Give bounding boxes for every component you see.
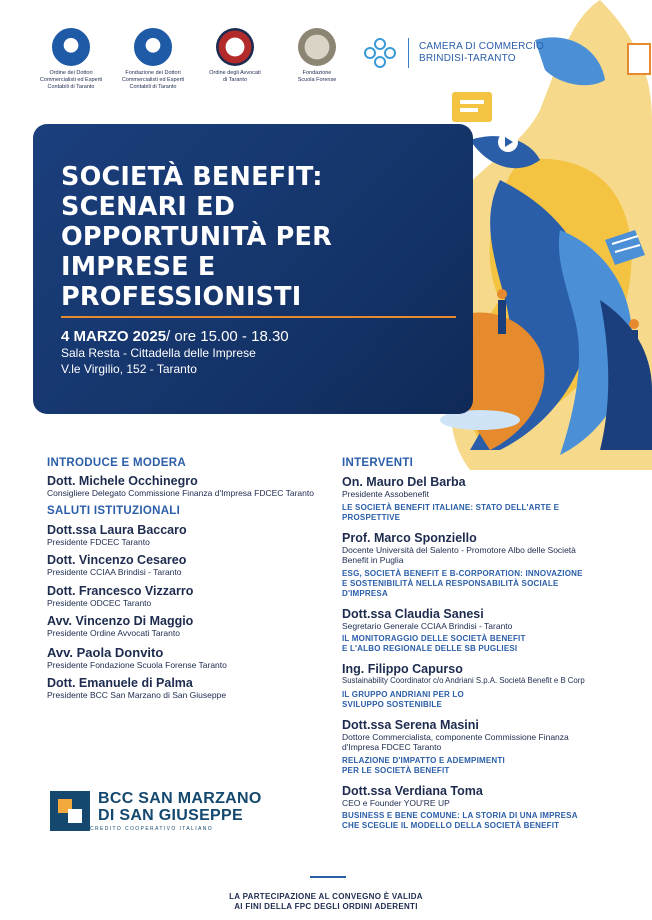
footer-note bbox=[0, 892, 652, 912]
speaker-topic: E SOSTENIBILITÀ NELLA RESPONSABILITÀ SOCIALE bbox=[342, 578, 559, 588]
footer-line2: AI FINI DELLA FPC DEGLI ORDINI ADERENTI bbox=[234, 902, 418, 911]
saluti-role: Presidente Fondazione Scuola Forense Taranto bbox=[47, 659, 227, 670]
camera-commercio-icon bbox=[362, 36, 398, 70]
camera-line1: CAMERA DI COMMERCIO bbox=[419, 41, 544, 52]
fdcec-seal-icon bbox=[134, 28, 172, 66]
interventi-heading: INTERVENTI bbox=[342, 457, 414, 469]
right-column bbox=[342, 457, 632, 831]
speaker-name: Ing. Filippo Capurso bbox=[342, 662, 463, 676]
saluti-item bbox=[47, 614, 317, 639]
logo-caption: Commercialisti ed Esperti bbox=[121, 77, 185, 83]
speaker-name: Dott.ssa Claudia Sanesi bbox=[342, 606, 484, 621]
speaker-item bbox=[342, 718, 632, 776]
logo-scuola-forense bbox=[282, 28, 352, 84]
bcc-name-line2: DI SAN GIUSEPPE bbox=[98, 807, 243, 824]
saluti-name: Dott. Francesco Vizzarro bbox=[47, 583, 194, 598]
hero-banner bbox=[33, 124, 473, 414]
speaker-role: Presidente Assobenefit bbox=[342, 489, 429, 499]
footer-rule bbox=[310, 876, 346, 878]
saluti-role: Presidente ODCEC Taranto bbox=[47, 597, 152, 608]
saluti-item bbox=[47, 523, 317, 548]
scuola-forense-seal-icon bbox=[298, 28, 336, 66]
odcec-seal-icon bbox=[52, 28, 90, 66]
bcc-name-line1: BCC SAN MARZANO bbox=[98, 790, 262, 807]
camera-line2: BRINDISI-TARANTO bbox=[419, 53, 516, 64]
saluti-role: Presidente Ordine Avvocati Taranto bbox=[47, 628, 180, 638]
event-time: / ore 15.00 - 18.30 bbox=[166, 328, 289, 345]
speaker-topic: ESG, SOCIETÀ BENEFIT E B-CORPORATION: INNOVAZIONE bbox=[342, 568, 583, 578]
speaker-item bbox=[342, 475, 632, 523]
speaker-item bbox=[342, 784, 632, 832]
logo-caption: Contabili di Taranto bbox=[129, 84, 177, 90]
logo-caption: Fondazione dei Dottori bbox=[125, 70, 181, 76]
event-date: 4 MARZO 2025 bbox=[61, 328, 167, 345]
speaker-topic: IL GRUPPO ANDRIANI PER LO bbox=[342, 689, 464, 699]
logo-caption: Contabili di Taranto bbox=[47, 84, 95, 90]
speaker-name: Dott.ssa Serena Masini bbox=[342, 717, 479, 732]
speaker-item bbox=[342, 531, 632, 599]
event-venue: Sala Resta - Cittadella delle Imprese bbox=[61, 346, 256, 360]
speaker-role: d'Impresa FDCEC Taranto bbox=[342, 742, 442, 752]
moderator bbox=[47, 474, 317, 499]
saluti-name: Dott. Emanuele di Palma bbox=[47, 676, 193, 690]
logo-caption: Ordine degli Avvocati bbox=[209, 70, 261, 76]
camera-commercio-logo bbox=[362, 36, 544, 70]
speaker-topic: RELAZIONE D'IMPATTO E ADEMPIMENTI bbox=[342, 755, 505, 765]
saluti-name: Avv. Paola Donvito bbox=[47, 644, 164, 660]
partner-logos bbox=[36, 28, 352, 91]
bcc-subtitle: CREDITO COOPERATIVO ITALIANO bbox=[90, 826, 214, 832]
event-title: SOCIETÀ BENEFIT: SCENARI ED OPPORTUNITÀ PER IMPRESE E PROFESSIONISTI bbox=[61, 162, 332, 312]
saluti-name: Dott.ssa Laura Baccaro bbox=[47, 522, 187, 537]
saluti-item bbox=[47, 645, 317, 671]
moderator-name: Dott. Michele Occhinegro bbox=[47, 474, 198, 488]
saluti-item bbox=[47, 553, 317, 578]
footer-line1: LA PARTECIPAZIONE AL CONVEGNO È VALIDA bbox=[229, 892, 423, 901]
speaker-role: Benefit in Puglia bbox=[342, 555, 404, 565]
saluti-item bbox=[47, 584, 317, 609]
speaker-role: Sustainability Coordinator c/o Andriani S.p.A. Società Benefit e B Corp bbox=[342, 676, 585, 685]
camera-divider bbox=[408, 38, 409, 68]
speaker-topic: D'IMPRESA bbox=[342, 588, 388, 598]
logo-caption: di Taranto bbox=[222, 77, 248, 83]
speaker-topic: PROSPETTIVE bbox=[342, 512, 401, 522]
speaker-role: CEO e Founder YOU'RE UP bbox=[342, 797, 450, 808]
saluti-role: Presidente CCIAA Brindisi - Taranto bbox=[47, 567, 182, 577]
saluti-name: Dott. Vincenzo Cesareo bbox=[47, 553, 187, 567]
speaker-role: Dottore Commercialista, componente Commissione Finanza bbox=[342, 731, 569, 742]
bcc-sponsor-logo bbox=[50, 790, 262, 832]
speaker-topic: LE SOCIETÀ BENEFIT ITALIANE: STATO DELL'ARTE E bbox=[342, 502, 560, 512]
speaker-name: Dott.ssa Verdiana Toma bbox=[342, 783, 483, 798]
avvocati-seal-icon bbox=[216, 28, 254, 66]
logo-fdcec bbox=[118, 28, 188, 91]
moderator-role: Consigliere Delegato Commissione Finanza d'Impresa FDCEC Taranto bbox=[47, 488, 314, 498]
speaker-role: Segretario Generale CCIAA Brindisi - Taranto bbox=[342, 620, 513, 631]
speaker-topic: PER LE SOCIETÀ BENEFIT bbox=[342, 765, 450, 775]
logo-caption: Commercialisti ed Esperti bbox=[39, 77, 103, 83]
speaker-topic: IL MONITORAGGIO DELLE SOCIETÀ BENEFIT bbox=[342, 634, 526, 643]
saluti-heading: SALUTI ISTITUZIONALI bbox=[47, 504, 181, 517]
saluti-role: Presidente FDCEC Taranto bbox=[47, 536, 150, 547]
title-rule bbox=[61, 316, 456, 318]
event-address: V.le Virgilio, 152 - Taranto bbox=[61, 362, 197, 376]
logo-avvocati bbox=[200, 28, 270, 84]
introduce-heading: INTRODUCE E MODERA bbox=[47, 457, 186, 469]
speaker-item bbox=[342, 662, 632, 710]
speaker-item bbox=[342, 607, 632, 655]
logo-caption: Fondazione bbox=[302, 70, 332, 76]
left-column bbox=[47, 457, 317, 701]
saluti-name: Avv. Vincenzo Di Maggio bbox=[47, 614, 194, 628]
logo-caption: Ordine dei Dottori bbox=[49, 70, 93, 76]
saluti-role: Presidente BCC San Marzano di San Giuseppe bbox=[47, 690, 227, 700]
logo-caption: Scuola Forense bbox=[297, 77, 337, 83]
speaker-topic: E L'ALBO REGIONALE DELLE SB PUGLIESI bbox=[342, 644, 518, 653]
speaker-role: Docente Università del Salento - Promotore Albo delle Società bbox=[342, 544, 576, 555]
bcc-mark-icon bbox=[50, 791, 90, 831]
speaker-topic: BUSINESS E BENE COMUNE: LA STORIA DI UNA IMPRESA bbox=[342, 811, 578, 820]
saluti-item bbox=[47, 676, 317, 701]
speaker-topic: SVILUPPO SOSTENIBILE bbox=[342, 699, 443, 709]
speaker-topic: CHE SCEGLIE IL MODELLO DELLA SOCIETÀ BENEFIT bbox=[342, 821, 560, 830]
speaker-name: On. Mauro Del Barba bbox=[342, 475, 466, 489]
speaker-name: Prof. Marco Sponziello bbox=[342, 530, 477, 545]
logo-odcec bbox=[36, 28, 106, 91]
event-date-line bbox=[61, 328, 289, 345]
